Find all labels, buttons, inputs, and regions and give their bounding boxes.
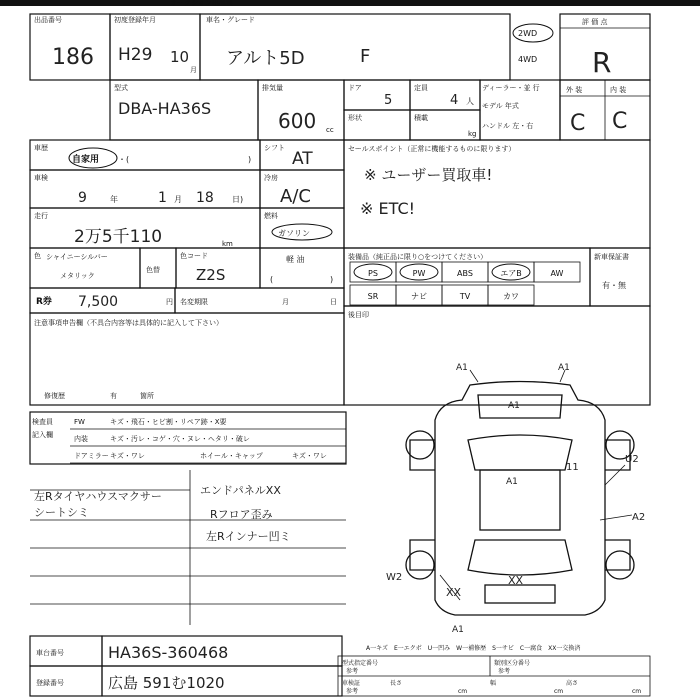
chassis-label: 車台番号 [36, 649, 64, 657]
remark-left-1: 左Rタイヤハウスマクサー [34, 490, 162, 503]
sales-point-line1: ※ ユーザー買取車! [364, 166, 493, 184]
fuel-paren-open: ( [270, 275, 274, 284]
remark-right-1: エンドパネルXX [200, 484, 281, 497]
equipment-grid [350, 262, 580, 305]
shift-label: シフト [264, 144, 285, 152]
fuel-value: ガソリン [278, 229, 310, 238]
bottom-b2: 類別区分番号 [494, 660, 531, 667]
fuel-paren-close: ) [330, 275, 334, 284]
recycle-unit: 円 [166, 298, 173, 306]
model-label: 型式 [114, 84, 128, 92]
equipment-item: PW [412, 269, 426, 278]
mileage-label: 走行 [34, 212, 48, 220]
inspector-row-cat2: ホイール・キャップ [200, 452, 263, 460]
diagram-mark-10: A1 [452, 625, 464, 635]
color-code-value: Z2S [196, 266, 226, 284]
equipment-item: ABS [457, 269, 473, 278]
capacity-label: 定員 [414, 84, 428, 92]
model-year-label: モデル 年式 [482, 102, 519, 110]
recycle-label: R券 [36, 297, 52, 307]
title-band [0, 0, 700, 6]
car-name-value: アルト5D [226, 48, 305, 69]
score-label: 評 価 点 [582, 18, 608, 26]
remark-left-2: シートシミ [34, 506, 89, 519]
lot-label: 出品番号 [34, 16, 62, 24]
bottom-b10: cm [632, 688, 642, 695]
notes-label: 注意事項申告欄（不具合内容等は具体的に記入して下さい） [34, 319, 223, 327]
remark-right-2: Rフロア歪み [210, 508, 273, 521]
lot-value: 186 [52, 45, 94, 70]
inspector-row-cat: ドアミラー [74, 452, 109, 460]
inspection-month: 1 [158, 190, 167, 206]
mileage-value: 2万5千110 [74, 227, 163, 247]
diagram-mark-9: XX [508, 574, 524, 587]
capacity-unit: 人 [466, 97, 474, 106]
diagram-mark-8: XX [446, 586, 462, 599]
diagram-mark-3: A1 [508, 401, 520, 411]
diagram-mark-1: A1 [456, 363, 468, 373]
bottom-b5: 長さ [390, 680, 403, 687]
drive-4wd: 4WD [518, 55, 538, 64]
bottom-b4: 参考 [346, 688, 359, 695]
handle-label: ハンドル 左・右 [482, 122, 534, 130]
inspection-month-unit: 月 [174, 195, 182, 204]
name-change-month: 月 [282, 298, 289, 306]
diagram-mark-6: A2 [632, 512, 646, 523]
inspector-row-text: キズ・飛石・ヒビ割・リペア跡・X要 [110, 418, 227, 426]
mileage-unit: km [222, 240, 233, 248]
usage-label: 車歴 [34, 144, 48, 152]
inspection-day-unit: 日) [232, 195, 244, 204]
ac-label: 冷房 [264, 174, 278, 182]
sales-point-line2: ※ ETC! [360, 199, 416, 218]
equipment-label: 装備品（純正品に限り○をつけてください） [348, 253, 488, 261]
diagram-mark-11: 11 [566, 462, 579, 473]
inspector-row-text2: キズ・ワレ [292, 452, 327, 460]
fuel-label: 燃料 [264, 212, 278, 220]
color-code-label: 色コード [180, 252, 208, 260]
doors-value: 5 [384, 93, 393, 108]
bottom-b6: cm [458, 688, 468, 695]
inspection-day: 18 [196, 190, 214, 206]
name-change-day: 日 [330, 298, 337, 306]
inspector-row-text: キズ・汚レ・コゲ・穴・ヌレ・ヘタリ・破レ [110, 435, 250, 443]
inspector-row-cat: 内装 [74, 435, 88, 443]
capacity-value: 4 [450, 93, 459, 108]
inspector-row-cat: FW [74, 418, 85, 426]
inspector-row-text: キズ・ワレ [110, 452, 145, 460]
displacement-value: 600 [278, 109, 317, 133]
rear-seat-label: 後目印 [348, 311, 369, 319]
bottom-b2s: 参考 [498, 668, 511, 675]
car-name-label: 車名・グレード [206, 16, 255, 24]
remark-right-3: 左Rインナー凹ミ [206, 530, 291, 543]
dealer-label: ディーラー・並 行 [482, 84, 540, 92]
reg-value: 広島 591む1020 [108, 674, 225, 692]
cargo-unit: kg [468, 130, 477, 138]
inspector-rows [70, 417, 346, 463]
damage-legend: A一キズ E一エクボ U一凹み W一補修歴 S一サビ C一腐食 XX一交換済 [366, 645, 581, 652]
diagram-mark-5: U2 [625, 454, 639, 465]
diagram-mark-2: A1 [558, 363, 570, 373]
left-info [30, 140, 344, 405]
ext-label: 外 装 [566, 86, 583, 94]
first-reg-label: 初度登録年月 [114, 16, 156, 24]
usage-value: 自家用 [72, 155, 100, 165]
car-grade-value: F [360, 46, 371, 67]
shape-label: 形状 [348, 114, 362, 122]
header-title: オークション出品票 [170, 0, 233, 7]
equipment-item: PS [368, 269, 378, 278]
chassis-value: HA36S-360468 [108, 643, 229, 662]
bottom-b3: 車検証 [342, 680, 361, 687]
first-reg-month-unit: 月 [190, 66, 197, 74]
new-warranty-label: 新車保証書 [594, 253, 629, 261]
recycle-value: 7,500 [78, 294, 119, 310]
shift-value: AT [292, 149, 313, 169]
ext-value: C [570, 111, 586, 136]
color-change-label: 色替 [146, 266, 160, 274]
first-reg-month: 10 [170, 48, 190, 66]
row-1 [30, 14, 650, 80]
inspection-label: 車検 [34, 174, 48, 182]
repair-value: 有 [110, 392, 117, 400]
row-2 [110, 80, 650, 140]
ac-value: A/C [280, 186, 311, 207]
equipment-item: TV [459, 292, 471, 301]
sales-point-label: セールスポイント（正常に機能するものに限ります） [348, 145, 516, 153]
doors-label: ドア [348, 84, 362, 92]
displacement-unit: cc [326, 126, 334, 134]
inspection-year-unit: 年 [110, 195, 118, 204]
int-value: C [612, 109, 628, 134]
bottom-b1: 型式指定番号 [342, 660, 379, 667]
model-value: DBA-HA36S [118, 99, 212, 118]
repair-label: 修復歴 [44, 392, 65, 400]
equipment-item: エアB [500, 269, 522, 278]
bottom-b8: cm [554, 688, 564, 695]
cargo-label: 積載 [414, 114, 428, 122]
bottom-b1s: 参考 [346, 668, 359, 675]
inspector-section [30, 412, 346, 625]
color-label: 色 [34, 252, 41, 260]
reg-label: 登録番号 [36, 679, 64, 687]
color-value-2: メタリック [60, 272, 95, 280]
score-value: R [592, 46, 612, 79]
diagram-mark-7: W2 [386, 572, 403, 583]
first-reg-era: H29 [118, 45, 153, 65]
usage-close: ) [248, 155, 252, 164]
inspection-year: 9 [78, 190, 87, 206]
repair-place: 箇所 [140, 392, 154, 400]
diagram-mark-4: A1 [506, 477, 518, 487]
name-change-label: 名変期限 [180, 298, 208, 306]
equipment-item: ナビ [411, 292, 427, 301]
color-value-1: シャイニーシルバー [46, 253, 108, 261]
inspector-label-2: 記入欄 [32, 431, 53, 439]
fuel-alt: 軽 油 [286, 255, 305, 264]
equipment-item: AW [550, 269, 564, 278]
inspector-label-1: 検査員 [32, 418, 53, 426]
bottom-b9: 高さ [566, 680, 579, 687]
right-info [344, 140, 650, 405]
usage-suffix: ・( [118, 155, 130, 164]
equipment-item: カワ [503, 292, 519, 301]
bottom-rows [30, 636, 650, 696]
new-warranty-value: 有・無 [602, 281, 626, 290]
displacement-label: 排気量 [262, 84, 283, 92]
equipment-item: SR [367, 292, 379, 301]
bottom-b7: 幅 [490, 680, 497, 687]
car-diagram [386, 363, 645, 635]
int-label: 内 装 [610, 86, 627, 94]
drive-2wd: 2WD [518, 29, 538, 38]
